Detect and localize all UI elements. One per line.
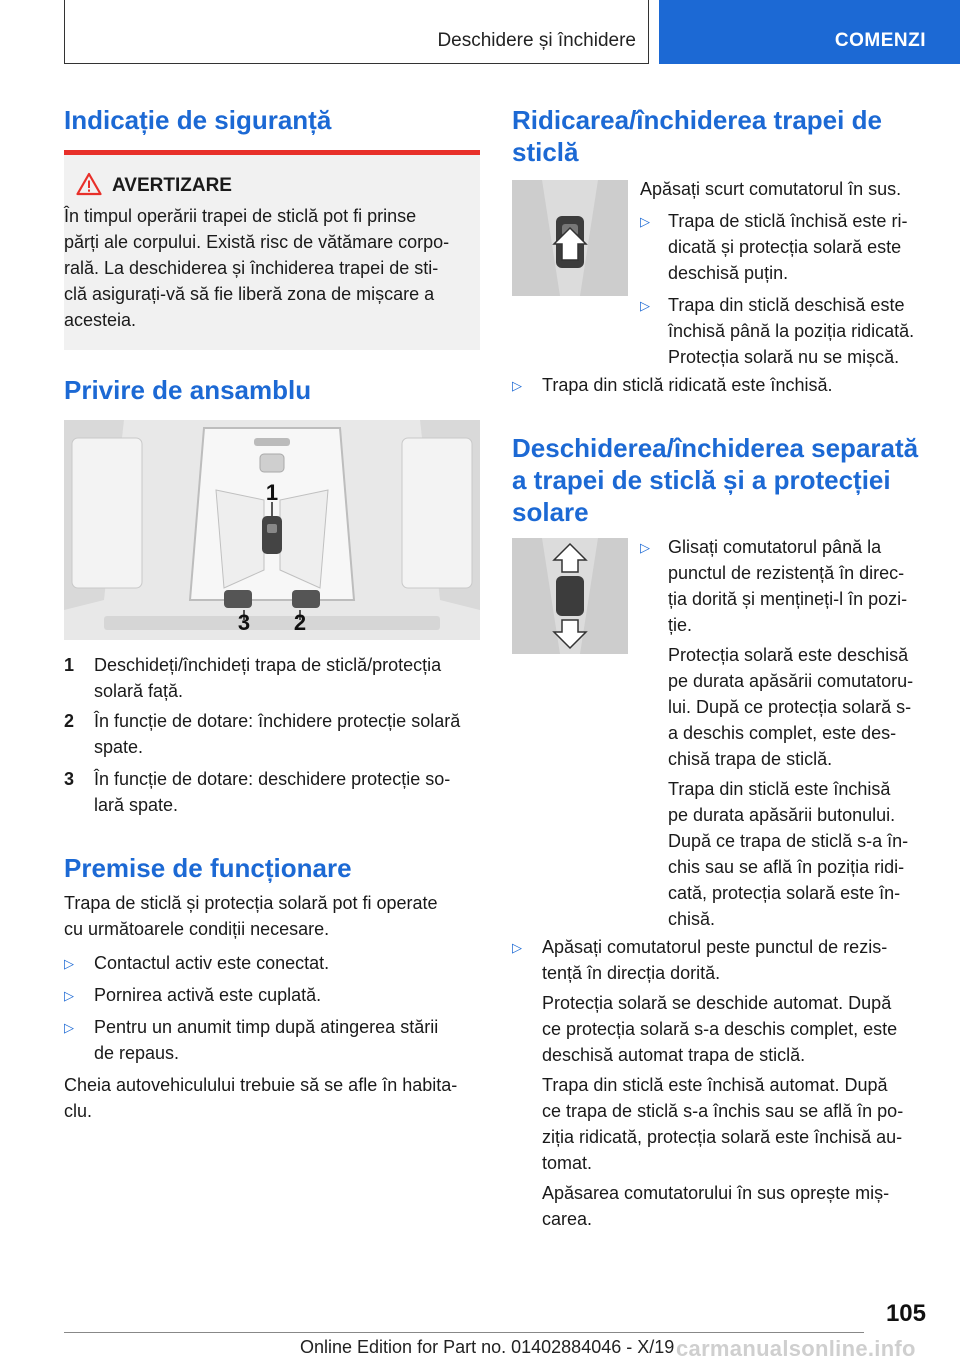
bullet-triangle-icon: ▷ bbox=[64, 956, 74, 971]
slide-bullet-text: punctul de rezistență în direc- bbox=[668, 563, 905, 583]
switch-updown-image bbox=[512, 538, 628, 654]
callout-1: 1 bbox=[265, 480, 279, 505]
slide-paragraph-line: lui. După ce protecția solară s- bbox=[668, 697, 912, 717]
separate-heading-line: Deschiderea/închiderea separată bbox=[512, 433, 919, 463]
press-paragraph-line: carea. bbox=[542, 1209, 593, 1229]
premise-line: cu următoarele condiții necesare. bbox=[64, 919, 330, 939]
bullet-triangle-icon: ▷ bbox=[512, 378, 522, 393]
bullet-triangle-icon: ▷ bbox=[640, 214, 650, 229]
press-paragraph-line: ce protecția solară s-a deschis complet, este bbox=[542, 1019, 898, 1039]
slide-paragraph-line: a deschis complet, este des- bbox=[668, 723, 897, 743]
warning-line: acesteia. bbox=[64, 310, 137, 330]
press-paragraph bbox=[542, 1072, 942, 1176]
slide-paragraph-line: chisă. bbox=[668, 909, 716, 929]
raise-bullet-text: Protecția solară nu se mișcă. bbox=[668, 347, 900, 367]
switch-updown-illustration bbox=[512, 538, 628, 654]
slide-paragraph bbox=[668, 642, 958, 772]
raise-heading bbox=[512, 104, 932, 168]
press-paragraph bbox=[542, 1180, 942, 1232]
slide-paragraph-line: pe durata apăsării butonului. bbox=[668, 805, 896, 825]
slide-bullet-text: ția dorită și mențineți-l în pozi- bbox=[668, 589, 908, 609]
raise-bullet-text: deschisă puțin. bbox=[668, 263, 789, 283]
legend-text: În funcție de dotare: închidere protecție solară bbox=[94, 711, 461, 731]
slide-paragraph-line: pe durata apăsării comutatoru- bbox=[668, 671, 914, 691]
condition-text: Pornirea activă este cuplată. bbox=[94, 985, 322, 1005]
watermark-logo: carmanualsonline.info bbox=[676, 1336, 916, 1361]
page-number: 105 bbox=[885, 1300, 926, 1327]
press-paragraph-line: Protecția solară se deschide automat. După bbox=[542, 993, 892, 1013]
callout-2: 2 bbox=[293, 610, 307, 635]
raise-bullet-text: Trapa din sticlă deschisă este bbox=[668, 295, 905, 315]
condition-text: Pentru un anumit timp după atingerea stării bbox=[94, 1017, 439, 1037]
warning-line: părți ale corpului. Există risc de vătămare corpo- bbox=[64, 232, 450, 252]
callout-3: 3 bbox=[237, 610, 251, 635]
premise-heading: Premise de funcționare bbox=[64, 853, 352, 883]
bullet-triangle-icon: ▷ bbox=[512, 940, 522, 955]
warning-line: rală. La deschiderea și închiderea trapei de sti- bbox=[64, 258, 439, 278]
slide-paragraph-line: După ce trapa de sticlă s-a în- bbox=[668, 831, 909, 851]
footer-divider bbox=[64, 1332, 864, 1333]
warning-triangle-icon bbox=[76, 172, 102, 196]
warning-title: AVERTIZARE bbox=[112, 175, 232, 196]
raise-intro: Apăsați scurt comutatorul în sus. bbox=[640, 179, 902, 199]
warning-text bbox=[64, 203, 480, 333]
legend-number: 1 bbox=[64, 655, 75, 675]
press-paragraph-line: deschisă automat trapa de sticlă. bbox=[542, 1045, 806, 1065]
press-paragraph-line: ce trapa de sticlă s-a închis sau se află în po- bbox=[542, 1101, 904, 1121]
section-title: Deschidere și închidere bbox=[437, 30, 636, 51]
condition-text: de repaus. bbox=[94, 1043, 180, 1063]
legend-text: Deschideți/închideți trapa de sticlă/protecția bbox=[94, 655, 442, 675]
raise-bullet-text: dicată și protecția solară este bbox=[668, 237, 902, 257]
press-paragraph-line: ziția ridicată, protecția solară este închisă au- bbox=[542, 1127, 903, 1147]
slide-paragraph-line: chis sau se află în poziția ridi- bbox=[668, 857, 905, 877]
bullet-triangle-icon: ▷ bbox=[64, 988, 74, 1003]
press-paragraph-line: Trapa din sticlă este închisă automat. După bbox=[542, 1075, 888, 1095]
bullet-triangle-icon: ▷ bbox=[64, 1020, 74, 1035]
chapter-tab-label: COMENZI bbox=[834, 30, 926, 51]
legend-number: 3 bbox=[64, 769, 75, 789]
press-paragraph-line: tomat. bbox=[542, 1153, 593, 1173]
premise-intro bbox=[64, 890, 480, 942]
raise-bullet-text: închisă până la poziția ridicată. bbox=[668, 321, 915, 341]
switch-up-image bbox=[512, 180, 628, 296]
condition-text: Contactul activ este conectat. bbox=[94, 953, 330, 973]
roof-console-image bbox=[64, 420, 480, 640]
premise-line: Trapa de sticlă și protecția solară pot fi operate bbox=[64, 893, 438, 913]
raise-heading-line: sticlă bbox=[512, 137, 579, 167]
slide-paragraph-line: Protecția solară este deschisă bbox=[668, 645, 909, 665]
safety-heading: Indicație de siguranță bbox=[64, 105, 332, 135]
press-bullet-text: tență în direcția dorită. bbox=[542, 963, 721, 983]
edition-text: Online Edition for Part no. 01402884046 - X/19 bbox=[300, 1337, 675, 1357]
warning-line: În timpul operării trapei de sticlă pot fi prinse bbox=[64, 206, 417, 226]
bullet-triangle-icon: ▷ bbox=[640, 540, 650, 555]
slide-paragraph-line: chisă trapa de sticlă. bbox=[668, 749, 833, 769]
roof-console-illustration bbox=[64, 420, 480, 640]
raise-bullet-text: Trapa din sticlă ridicată este închisă. bbox=[542, 375, 833, 395]
bullet-triangle-icon: ▷ bbox=[640, 298, 650, 313]
slide-paragraph-line: cată, protecția solară este în- bbox=[668, 883, 901, 903]
press-paragraph bbox=[542, 990, 942, 1068]
overview-heading: Privire de ansamblu bbox=[64, 375, 312, 405]
raise-heading-line: Ridicarea/închiderea trapei de bbox=[512, 105, 882, 135]
warning-line: clă asigurați-vă să fie liberă zona de mișcare a bbox=[64, 284, 435, 304]
raise-bullet-text: Trapa de sticlă închisă este ri- bbox=[668, 211, 908, 231]
warning-box bbox=[64, 150, 480, 350]
press-bullet-text: Apăsați comutatorul peste punctul de rezis- bbox=[542, 937, 888, 957]
press-paragraph-line: Apăsarea comutatorului în sus oprește miș- bbox=[542, 1183, 890, 1203]
key-note-line: Cheia autovehiculului trebuie să se afle în habita- bbox=[64, 1075, 458, 1095]
key-note bbox=[64, 1072, 480, 1124]
slide-paragraph-line: Trapa din sticlă este închisă bbox=[668, 779, 891, 799]
switch-up-illustration bbox=[512, 180, 628, 296]
legend-text: spate. bbox=[94, 737, 144, 757]
slide-bullet-text: ție. bbox=[668, 615, 693, 635]
slide-bullet-text: Glisați comutatorul până la bbox=[668, 537, 882, 557]
slide-paragraph bbox=[668, 776, 958, 932]
legend-text: În funcție de dotare: deschidere protecție so- bbox=[94, 769, 451, 789]
legend-number: 2 bbox=[64, 711, 75, 731]
separate-heading-line: solare bbox=[512, 497, 589, 527]
separate-heading-line: a trapei de sticlă și a protecției bbox=[512, 465, 891, 495]
legend-text: solară față. bbox=[94, 681, 184, 701]
legend-text: lară spate. bbox=[94, 795, 179, 815]
key-note-line: clu. bbox=[64, 1101, 93, 1121]
separate-heading bbox=[512, 432, 942, 528]
